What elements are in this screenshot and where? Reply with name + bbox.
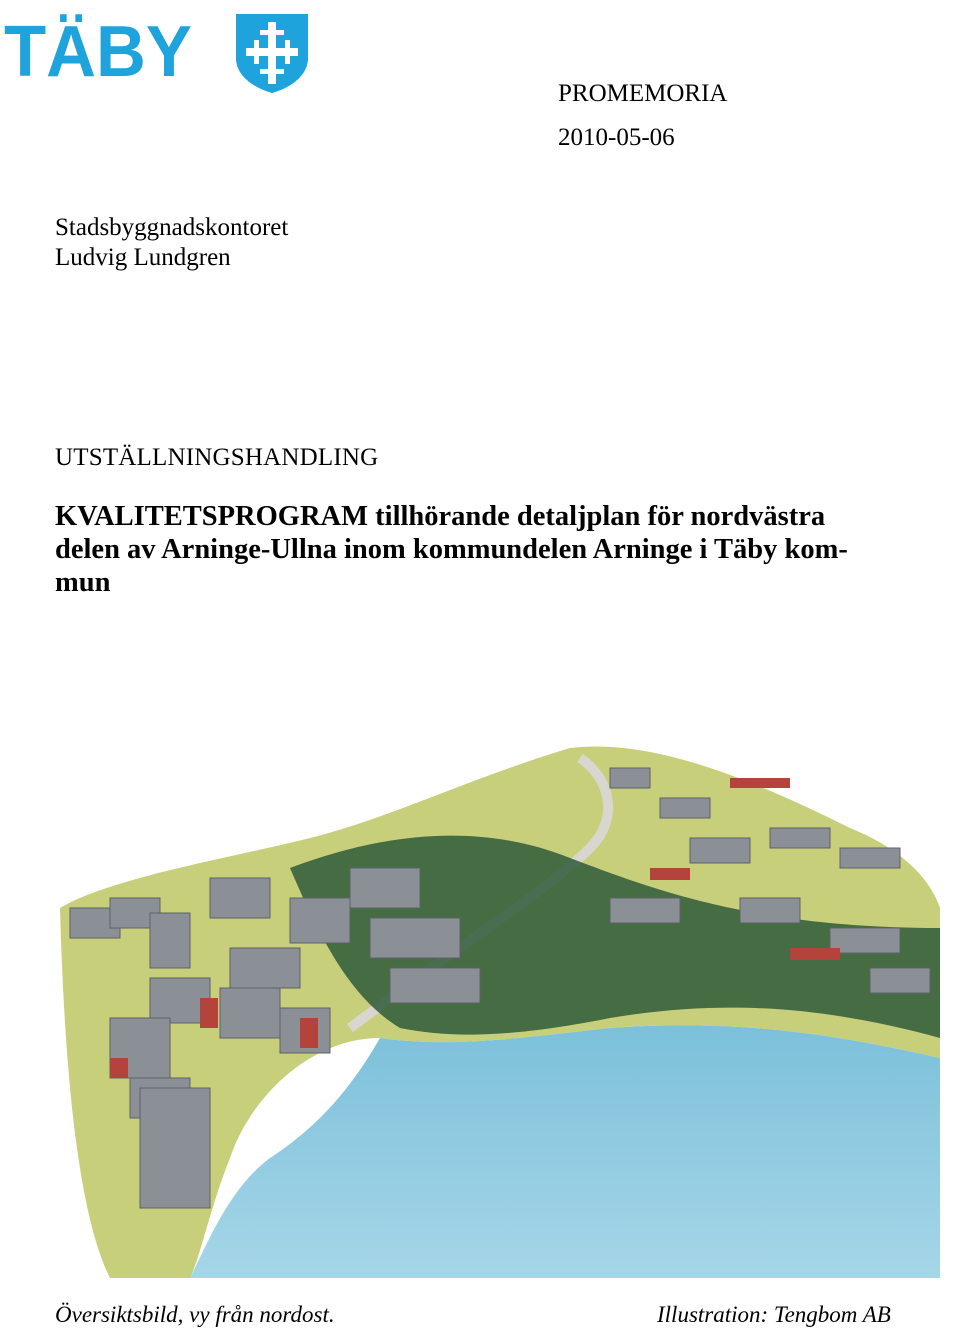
taby-crest-icon (234, 12, 310, 94)
taby-logo (4, 4, 194, 84)
sender-office: Stadsbyggnadskontoret (55, 214, 289, 241)
title-bold: KVALITETSPROGRAM (55, 501, 369, 532)
logo-text: TÄBY (4, 12, 192, 84)
sender-block (55, 213, 288, 273)
document-title (55, 500, 950, 599)
sender-name: Ludvig Lundgren (55, 244, 231, 271)
aerial-illustration-icon (50, 738, 945, 1283)
title-rest-line1: tillhörande detaljplan för nordvästra (368, 501, 826, 532)
figure-caption: Översiktsbild, vy från nordost. (55, 1302, 335, 1327)
memo-date: 2010-05-06 (558, 124, 675, 151)
title-line2: delen av Arninge-Ullna inom kommundelen Arninge i Täby kom- (55, 534, 848, 565)
figure-credit: Illustration: Tengbom AB (657, 1302, 891, 1327)
memo-label: PROMEMORIA (558, 80, 728, 107)
title-line3: mun (55, 567, 111, 598)
document-type: UTSTÄLLNINGSHANDLING (55, 444, 379, 471)
